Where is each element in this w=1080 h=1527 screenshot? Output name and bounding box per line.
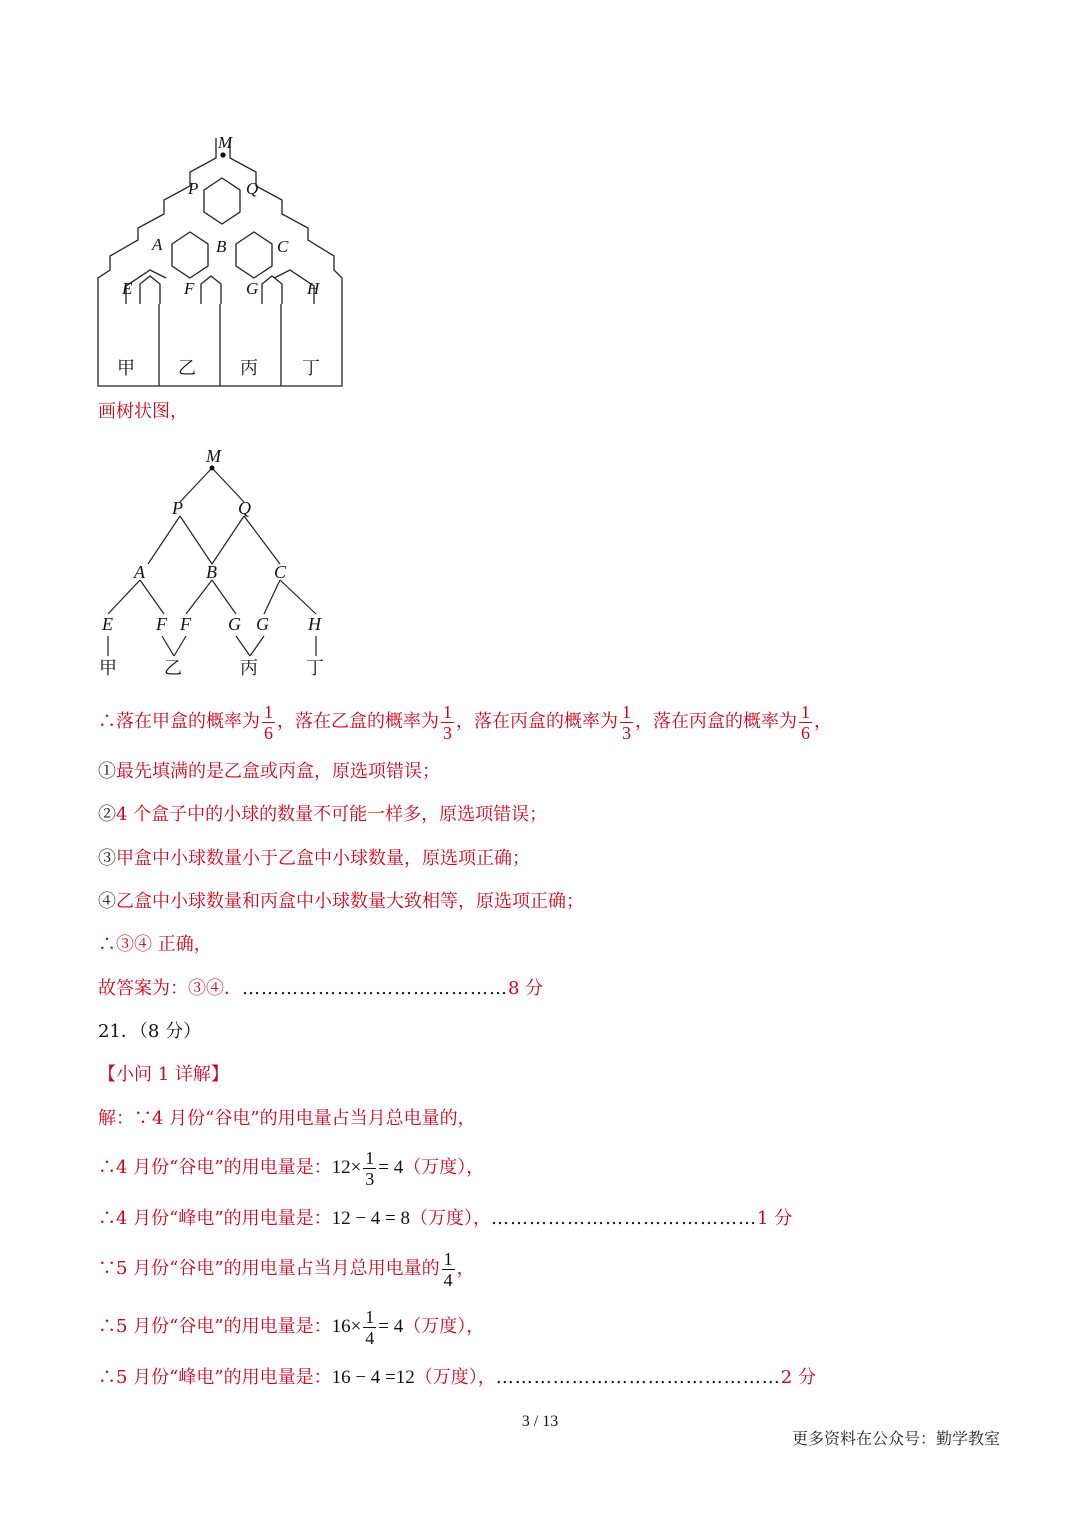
tree-box-ding: 丁 [306,658,324,678]
therefore-correct: ∴③④ 正确， [98,934,212,955]
footer-note: 更多资料在公众号：勤学教室 [792,1429,1001,1448]
tree-box-yi: 乙 [164,658,182,678]
tree-node-p: P [172,498,183,518]
tree-leaf-g1: G [228,614,241,634]
tree-leaf-e: E [102,614,113,634]
box-label-ding: 丁 [302,358,320,378]
tree-node-q: Q [238,498,251,518]
box-label-bing: 丙 [240,358,258,378]
label-g: G [246,279,259,298]
fraction-one-quarter-b: $\frac{1}{4}$ [365,1306,375,1348]
tree-leaf-f1: F [156,614,167,634]
label-a: A [152,235,163,254]
solution-line-1: 解：∵4 月份“谷电”的用电量占当月总电量的， [98,1108,476,1129]
label-c: C [277,237,289,256]
probability-line: ∴落在甲盒的概率为 $\frac{1}{6}$ ，落在乙盒的概率为 $\frac{1}{3}$ ，落在丙盒的概率为 $\frac{1}{3}$ ，落在丙盒的概率为 $\frac{1}{6}$ ， [98,701,832,743]
statement-1: ①最先填满的是乙盒或丙盒，原选项错误； [98,761,440,782]
tree-leaf-f2: F [180,614,191,634]
answer-line: 故答案为：③④．……………………………………8 分 [98,978,544,999]
solution-line-6: ∴5 月份“峰电”的用电量是：16 − 4 =12（万度），………………………………………2 分 [98,1367,816,1388]
statement-4: ④乙盒中小球数量和丙盒中小球数量大致相等，原选项正确； [98,891,584,912]
statement-3: ③甲盒中小球数量小于乙盒中小球数量，原选项正确； [98,848,530,869]
solution-line-3: ∴4 月份“峰电”的用电量是：12 − 4 = 8（万度），……………………………………1 分 [98,1208,793,1229]
tree-node-a: A [134,562,145,582]
tree-node-c: C [274,562,287,582]
tree-node-b: B [206,562,217,582]
fraction-ding: $\frac{1}{6}$ [801,701,810,743]
statement-2: ②4 个盒子中的小球的数量不可能一样多，原选项错误； [98,804,548,825]
box-label-yi: 乙 [178,358,196,378]
label-f: F [184,279,195,298]
solution-line-2: ∴4 月份“谷电”的用电量是：12× $\frac{1}{3}$ = 4（万度）， [98,1147,485,1189]
label-q: Q [246,179,259,198]
question-21-header: 21．（8 分） [98,1021,202,1042]
tree-box-jia: 甲 [99,658,117,678]
fraction-one-quarter-a: $\frac{1}{4}$ [443,1248,453,1290]
galton-board-figure [90,128,350,390]
solution-line-4: ∵5 月份“谷电”的用电量占当月总用电量的 $\frac{1}{4}$ ， [98,1248,475,1290]
tree-diagram [94,444,344,684]
tree-leaf-g2: G [256,614,269,634]
solution-line-5: ∴5 月份“谷电”的用电量是：16× $\frac{1}{4}$ = 4（万度）， [98,1306,485,1348]
label-p: P [188,179,199,198]
tree-leaf-h: H [308,614,321,634]
tree-caption: 画树状图， [98,401,188,422]
tree-box-bing: 丙 [240,658,258,678]
page-number: 3 / 13 [521,1413,559,1430]
fraction-one-third: $\frac{1}{3}$ [365,1147,375,1189]
box-label-jia: 甲 [117,358,135,378]
label-e: E [122,279,133,298]
sub-question-1-header: 【小问 1 详解】 [98,1064,229,1085]
label-m: M [218,133,233,152]
fraction-bing: $\frac{1}{3}$ [622,701,631,743]
fraction-jia: $\frac{1}{6}$ [264,701,273,743]
tree-node-root: M [206,446,221,466]
label-b: B [216,237,227,256]
label-h: H [307,279,320,298]
fraction-yi: $\frac{1}{3}$ [443,701,452,743]
